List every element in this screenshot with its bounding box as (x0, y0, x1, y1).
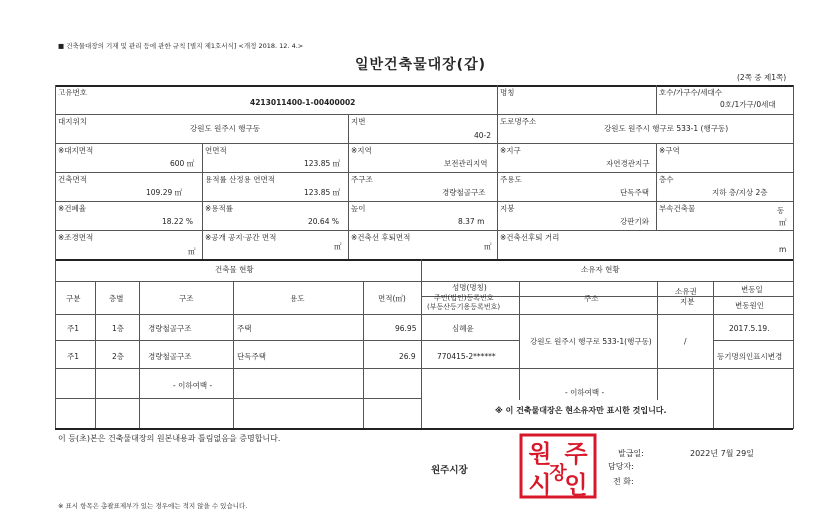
main-structure-value: 경량철골구조 (442, 188, 486, 197)
regulation-note: ■ 건축물대장의 기재 및 관리 등에 관한 규칙 [별지 제1호서식] <개정 2018. 12. 4.> (58, 42, 304, 50)
col-divider (793, 85, 794, 259)
col-header-use: 용도 (290, 294, 305, 303)
svg-text:원: 원 (528, 440, 552, 468)
table-cell: 26.9 (399, 352, 416, 361)
height-value: 8.37 m (458, 217, 485, 226)
table-cell: 96.95 (395, 324, 417, 333)
col-divider (55, 85, 56, 259)
far-label: ※용적률 (205, 204, 234, 213)
table-cell: 주1 (67, 352, 80, 361)
setback-dist-unit: m (779, 245, 787, 254)
main-structure-label: 주구조 (351, 175, 373, 184)
district-value: 자연경관지구 (606, 159, 650, 168)
col-divider (657, 281, 658, 400)
road-address-label: 도로명주소 (500, 117, 537, 126)
svg-text:시: 시 (528, 471, 552, 499)
owner-share: / (684, 337, 687, 346)
landscape-unit: ㎡ (188, 247, 196, 256)
table-cell: 주1 (67, 324, 80, 333)
table-cell: 단독주택 (237, 352, 266, 361)
page-info: (2쪽 중 제1쪽) (737, 73, 787, 82)
table-cell: 경량철골구조 (148, 324, 192, 333)
building-area-label: 건축면적 (58, 175, 87, 184)
owner-share-header: 소유권 (675, 287, 697, 296)
owner-status-title: 소유자 현황 (581, 265, 620, 274)
owner-name: 심혜윤 (452, 324, 474, 333)
owner-id: 770415-2****** (437, 352, 496, 361)
svg-text:주: 주 (564, 440, 588, 468)
owner-address: 강원도 원주시 행구로 533-1(행구동) (530, 337, 652, 346)
building-area-value: 109.29 ㎡ (146, 188, 183, 197)
row-divider (55, 143, 793, 144)
phone-label: 전 화: (613, 477, 634, 486)
col-divider (139, 281, 140, 428)
col-divider (793, 259, 794, 429)
unique-no-label: 고유번호 (58, 88, 87, 97)
bcr-value: 18.22 % (162, 217, 193, 226)
col-header-area: 면적(㎡) (378, 294, 406, 303)
section-header-divider (55, 281, 793, 282)
col-divider (421, 259, 422, 429)
row-divider (55, 368, 421, 369)
row-divider (55, 259, 793, 261)
annex-unit: ㎡ (779, 218, 787, 227)
owner-id-header: 주민(법인)등록번호 (434, 294, 494, 302)
officer-label: 담당자: (608, 462, 634, 471)
site-area-label: ※대지면적 (58, 146, 94, 155)
name-label: 명칭 (500, 88, 515, 97)
setback-dist-label: ※건축선후퇴 거리 (500, 233, 560, 242)
site-location-label: 대지위치 (58, 117, 87, 126)
change-date-header: 변동일 (741, 285, 763, 294)
row-divider (421, 368, 793, 369)
change-date: 2017.5.19. (729, 324, 770, 333)
district-label: ※지구 (500, 146, 521, 155)
issuer-name: 원주시장 (431, 465, 468, 476)
col-divider (497, 85, 498, 259)
unique-no-value: 4213011400-1-00400002 (250, 98, 356, 107)
units-label: 호수/가구수/세대수 (659, 88, 723, 97)
area-label: ※구역 (659, 146, 680, 155)
row-divider (55, 201, 793, 202)
col-divider (713, 281, 714, 428)
change-reason: 등기명의인표시변경 (717, 352, 783, 361)
floors-value: 지하 층/지상 2층 (712, 188, 768, 197)
change-reason-header: 변동원인 (735, 301, 764, 310)
row-divider (421, 314, 793, 315)
far-floor-area-value: 123.85 ㎡ (304, 188, 341, 197)
road-address-value: 강원도 원주시 행구로 533-1 (행구동) (604, 124, 729, 133)
table-top-border (55, 85, 793, 87)
col-divider (519, 281, 520, 400)
table-cell: 경량철골구조 (148, 352, 192, 361)
main-use-value: 단독주택 (620, 188, 649, 197)
col-header-division: 구분 (66, 294, 81, 303)
setback-area-label: ※건축선 후퇴면적 (351, 233, 411, 242)
row-divider (55, 172, 793, 173)
far-value: 20.64 % (308, 217, 339, 226)
certify-text: 이 등(초)본은 건축물대장의 원본내용과 틀림없음을 증명합니다. (58, 434, 281, 443)
roof-label: 지붕 (500, 204, 515, 213)
col-divider (95, 281, 96, 428)
row-divider (55, 340, 421, 341)
col-divider (656, 85, 657, 114)
row-divider (55, 114, 793, 115)
total-floor-area-value: 123.85 ㎡ (304, 159, 341, 168)
roof-value: 강판기와 (620, 217, 649, 226)
table-cell: 2층 (112, 352, 125, 361)
bcr-label: ※건폐율 (58, 204, 87, 213)
owner-share-header-sub: 지분 (680, 297, 695, 306)
col-divider (202, 143, 203, 259)
col-divider (233, 281, 234, 428)
col-divider (656, 143, 657, 230)
height-label: 높이 (351, 204, 366, 213)
lot-no-value: 40-2 (474, 131, 492, 140)
building-status-title: 건축물 현황 (215, 265, 254, 274)
public-space-label: ※공개 공지·공간 면적 (205, 233, 277, 242)
official-seal (519, 433, 597, 499)
site-location-value: 강원도 원주시 행구동 (190, 124, 260, 133)
table-cell: 주택 (237, 324, 252, 333)
lot-no-label: 지번 (351, 117, 366, 126)
owner-id-header-sub: (부동산등기용등록번호) (427, 303, 501, 311)
owner-end-note: - 이하여백 - (565, 388, 605, 397)
col-divider (363, 281, 364, 428)
owner-address-header: 주소 (584, 294, 599, 303)
site-area-value: 600 ㎡ (170, 159, 195, 168)
issue-date-label: 발급일: (618, 449, 644, 458)
row-divider (55, 314, 421, 315)
issue-date-value: 2022년 7월 29일 (690, 449, 754, 458)
row-divider (421, 340, 519, 341)
landscape-label: ※조경면적 (58, 233, 94, 242)
col-divider (55, 259, 56, 429)
col-header-structure: 구조 (179, 294, 194, 303)
zone-value: 보전관리지역 (444, 159, 488, 168)
document-title: 일반건축물대장(갑) (355, 57, 486, 73)
col-header-floor: 층별 (109, 294, 124, 303)
svg-text:장: 장 (549, 463, 567, 484)
table-bottom-border (55, 428, 793, 430)
public-space-unit: ㎡ (334, 242, 342, 251)
col-divider (348, 114, 349, 259)
main-use-label: 주용도 (500, 175, 522, 184)
bottom-note: ※ 표시 항목은 총괄표제부가 있는 경우에는 적지 않을 수 있습니다. (58, 502, 248, 510)
svg-text:인: 인 (564, 471, 588, 499)
zone-label: ※지역 (351, 146, 372, 155)
floors-label: 층수 (659, 175, 674, 184)
row-divider (55, 230, 793, 231)
row-divider (713, 340, 793, 341)
row-divider (55, 398, 421, 399)
building-end-note: - 이하여백 - (173, 381, 213, 390)
annex-value: 동 (777, 206, 785, 215)
table-cell: 1층 (112, 324, 125, 333)
annex-label: 부속건축물 (659, 204, 696, 213)
owner-name-header: 성명(명칭) (452, 283, 487, 292)
total-floor-area-label: 연면적 (205, 146, 227, 155)
far-floor-area-label: 용적률 산정용 연면적 (205, 175, 275, 184)
setback-area-unit: ㎡ (484, 242, 492, 251)
owner-notice: ※ 이 건축물대장은 현소유자만 표시한 것입니다. (495, 406, 667, 415)
units-value: 0호/1가구/0세대 (720, 100, 776, 109)
